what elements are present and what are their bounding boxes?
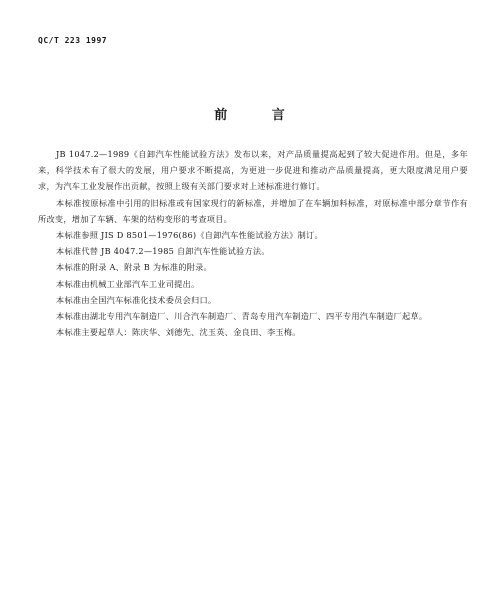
preface-paragraph-9: 本标准主要起草人：陈庆华、刘德先、沈玉英、金良田、李玉梅。 — [56, 327, 301, 338]
preface-paragraph-2: 本标准按原标准中引用的旧标准或有国家现行的新标准，并增加了在车辆加料标准，对原标准中部分章节作有所改变，增加了车辆、车架的结构变形的考查项目。 — [38, 197, 468, 224]
standard-number: QC/T 223 1997 — [38, 36, 108, 45]
preface-paragraph-3: 本标准参照 JIS D 8501—1976(86)《自卸汽车性能试验方法》制订。 — [56, 230, 323, 241]
preface-body — [38, 146, 468, 340]
preface-paragraph-7: 本标准由全国汽车标准化技术委员会归口。 — [56, 294, 217, 305]
preface-paragraph-6: 本标准由机械工业部汽车工业司提出。 — [56, 278, 200, 289]
preface-paragraph-5: 本标准的附录 A、附录 B 为标准的附录。 — [56, 262, 212, 273]
preface-paragraph-1: JB 1047.2—1989《自卸汽车性能试验方法》发布以来，对产品质量提高起到了较大促进作用。但是，多年来，科学技术有了很大的发展，用户要求不断提高，为更进一步促进和推动产品质量提高，更大限度满足用户要求，为汽车工业发展作出贡献，按照上级有关部门要求对上述标准进行修订。 — [38, 149, 468, 192]
preface-title: 前 言 — [214, 108, 305, 123]
preface-paragraph-8: 本标准由湖北专用汽车制造厂、川合汽车制造厂、青岛专用汽车制造厂、四平专用汽车制造厂起草。 — [56, 311, 428, 322]
preface-paragraph-4: 本标准代替 JB 4047.2—1985 自卸汽车性能试验方法。 — [56, 246, 270, 257]
